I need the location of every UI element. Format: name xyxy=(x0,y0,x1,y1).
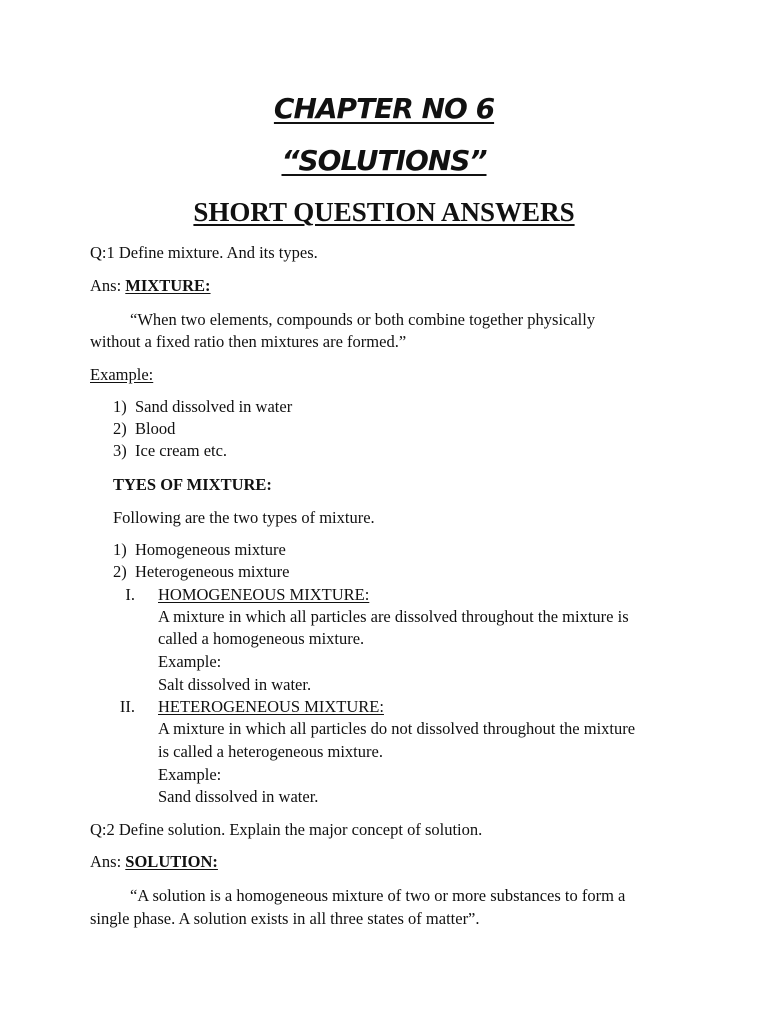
list-item xyxy=(113,396,292,418)
solution-definition-line-1: “A solution is a homogeneous mixture of two or more substances to form a xyxy=(130,886,626,905)
homogeneous-text-line-1: A mixture in which all particles are dissolved throughout the mixture is xyxy=(158,607,629,626)
answer-prefix: Ans: xyxy=(90,276,122,295)
homogeneous-title: HOMOGENEOUS MIXTURE: xyxy=(158,585,370,604)
heterogeneous-title: HETEROGENEOUS MIXTURE: xyxy=(158,697,384,716)
list-number: 2) xyxy=(113,419,127,438)
chapter-title: CHAPTER NO 6 xyxy=(273,92,495,125)
question-2: Q:2 Define solution. Explain the major concept of solution. xyxy=(90,820,483,839)
answer-1-heading xyxy=(90,275,211,297)
answer-2-heading xyxy=(90,851,218,873)
example-label: Example: xyxy=(90,365,154,384)
list-text: Homogeneous mixture xyxy=(135,540,286,559)
homogeneous-example: Salt dissolved in water. xyxy=(158,675,312,694)
solution-definition-line-2: single phase. A solution exists in all three states of matter”. xyxy=(90,909,480,928)
roman-numeral: II. xyxy=(119,697,135,716)
heterogeneous-example: Sand dissolved in water. xyxy=(158,787,319,806)
list-number: 1) xyxy=(113,540,127,559)
answer-term-solution: SOLUTION: xyxy=(125,852,218,871)
list-number: 1) xyxy=(113,397,127,416)
answer-prefix: Ans: xyxy=(90,852,122,871)
list-item xyxy=(113,418,175,440)
section-title: SHORT QUESTION ANSWERS xyxy=(193,197,575,227)
list-number: 3) xyxy=(113,441,127,460)
list-number: 2) xyxy=(113,562,127,581)
question-1: Q:1 Define mixture. And its types. xyxy=(90,243,318,262)
list-text: Heterogeneous mixture xyxy=(135,562,290,581)
homogeneous-text-line-2: called a homogeneous mixture. xyxy=(158,629,365,648)
heterogeneous-example-label: Example: xyxy=(158,765,222,784)
list-item xyxy=(113,440,227,462)
list-text: Sand dissolved in water xyxy=(135,397,293,416)
chapter-subtitle: “SOLUTIONS” xyxy=(281,144,487,177)
heterogeneous-text-line-2: is called a heterogeneous mixture. xyxy=(158,742,383,761)
types-intro: Following are the two types of mixture. xyxy=(113,508,375,527)
list-item xyxy=(113,561,289,583)
heterogeneous-text-line-1: A mixture in which all particles do not dissolved throughout the mixture xyxy=(158,719,636,738)
mixture-definition-line-2: without a fixed ratio then mixtures are formed.” xyxy=(90,332,407,351)
mixture-definition-line-1: “When two elements, compounds or both combine together physically xyxy=(130,310,596,329)
list-text: Blood xyxy=(135,419,176,438)
homogeneous-example-label: Example: xyxy=(158,652,222,671)
list-text: Ice cream etc. xyxy=(135,441,228,460)
roman-numeral: I. xyxy=(125,585,135,604)
types-heading: TYES OF MIXTURE: xyxy=(113,475,272,494)
answer-term-mixture: MIXTURE: xyxy=(125,276,211,295)
list-item xyxy=(113,539,286,561)
